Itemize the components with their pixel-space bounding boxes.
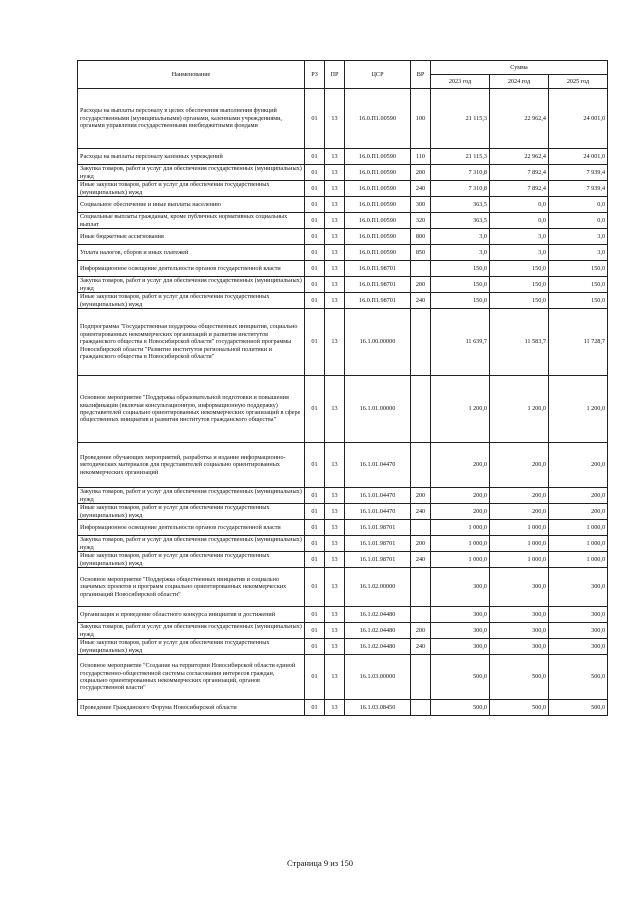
row-rz: 01 (305, 504, 325, 520)
row-vr (411, 568, 431, 607)
row-rz: 01 (305, 552, 325, 568)
page-number: Страница 9 из 150 (286, 858, 354, 868)
row-sum-2023: 21 115,3 (431, 89, 490, 149)
row-sum-2024: 3,0 (490, 229, 549, 245)
row-sum-2024: 300,0 (490, 607, 549, 623)
row-name: Уплата налогов, сборов и иных платежей (78, 245, 305, 261)
row-csr: 16.0.П1.00590 (345, 181, 411, 197)
table-row (78, 89, 608, 149)
row-csr: 16.1.01.98701 (345, 552, 411, 568)
row-sum-2023: 363,5 (431, 197, 490, 213)
row-vr: 850 (411, 245, 431, 261)
row-sum-2025: 500,0 (549, 700, 608, 716)
row-sum-2025: 150,0 (549, 293, 608, 309)
row-rz: 01 (305, 623, 325, 639)
row-sum-2025: 200,0 (549, 504, 608, 520)
row-pr: 13 (325, 165, 345, 181)
row-vr: 240 (411, 293, 431, 309)
row-sum-2025: 300,0 (549, 607, 608, 623)
table-row (78, 261, 608, 277)
row-vr: 200 (411, 277, 431, 293)
row-sum-2025: 3,0 (549, 245, 608, 261)
table-row (78, 165, 608, 181)
budget-table (77, 60, 608, 716)
row-sum-2023: 1 000,0 (431, 552, 490, 568)
row-csr: 16.1.02.04480 (345, 623, 411, 639)
row-sum-2024: 150,0 (490, 277, 549, 293)
row-sum-2024: 150,0 (490, 293, 549, 309)
row-vr: 240 (411, 181, 431, 197)
row-rz: 01 (305, 165, 325, 181)
row-sum-2023: 11 639,7 (431, 309, 490, 376)
row-sum-2025: 7 939,4 (549, 181, 608, 197)
row-name: Расходы на выплаты персоналу в целях обеспечения выполнения функций государственными (муниципальными) органами, казенными учреждениями, органами управления государственными внебюджетными фондами (78, 89, 305, 149)
row-sum-2025: 1 000,0 (549, 552, 608, 568)
table-row (78, 504, 608, 520)
row-pr: 13 (325, 197, 345, 213)
row-vr: 200 (411, 536, 431, 552)
row-csr: 16.0.П1.98701 (345, 293, 411, 309)
row-vr: 240 (411, 552, 431, 568)
table-row (78, 197, 608, 213)
row-sum-2025: 300,0 (549, 623, 608, 639)
row-sum-2023: 1 200,0 (431, 376, 490, 443)
table-row (78, 376, 608, 443)
table-row (78, 655, 608, 700)
row-sum-2025: 200,0 (549, 488, 608, 504)
row-vr (411, 376, 431, 443)
row-name: Основное мероприятие "Создание на территории Новосибирской области единой государственно-общественной системы согласования интересов граждан, социально ориентированных некоммерческих организаций, органов государственной власти" (78, 655, 305, 700)
row-sum-2025: 0,0 (549, 213, 608, 229)
row-sum-2023: 150,0 (431, 293, 490, 309)
row-sum-2025: 300,0 (549, 639, 608, 655)
row-sum-2023: 500,0 (431, 700, 490, 716)
row-name: Основное мероприятие "Поддержка общественных инициатив и социально значимых проектов и программ социально ориентированных некоммерческих организаций Новосибирской области" (78, 568, 305, 607)
row-sum-2025: 200,0 (549, 443, 608, 488)
table-row (78, 607, 608, 623)
row-vr (411, 261, 431, 277)
row-rz: 01 (305, 197, 325, 213)
row-csr: 16.1.03.08450 (345, 700, 411, 716)
row-sum-2024: 0,0 (490, 213, 549, 229)
row-csr: 16.0.П1.00590 (345, 229, 411, 245)
row-name: Закупка товаров, работ и услуг для обеспечения государственных (муниципальных) нужд (78, 488, 305, 504)
row-pr: 13 (325, 277, 345, 293)
table-row (78, 488, 608, 504)
row-sum-2023: 200,0 (431, 443, 490, 488)
header-rz: РЗ (305, 61, 325, 89)
row-sum-2023: 1 000,0 (431, 536, 490, 552)
row-pr: 13 (325, 552, 345, 568)
row-name: Закупка товаров, работ и услуг для обеспечения государственных (муниципальных) нужд (78, 165, 305, 181)
row-sum-2024: 7 892,4 (490, 181, 549, 197)
row-name: Проведение Гражданского Форума Новосибирской области (78, 700, 305, 716)
table-row (78, 149, 608, 165)
row-sum-2023: 7 310,8 (431, 165, 490, 181)
row-vr (411, 700, 431, 716)
row-pr: 13 (325, 245, 345, 261)
row-sum-2025: 300,0 (549, 568, 608, 607)
row-name: Расходы на выплаты персоналу казенных учреждений (78, 149, 305, 165)
row-sum-2023: 300,0 (431, 623, 490, 639)
row-csr: 16.1.02.00000 (345, 568, 411, 607)
row-pr: 13 (325, 293, 345, 309)
header-csr: ЦСР (345, 61, 411, 89)
header-name: Наименование (78, 61, 305, 89)
row-vr (411, 655, 431, 700)
row-sum-2024: 200,0 (490, 504, 549, 520)
row-sum-2025: 150,0 (549, 261, 608, 277)
row-csr: 16.0.П1.98701 (345, 261, 411, 277)
row-sum-2025: 1 200,0 (549, 376, 608, 443)
row-name: Иные закупки товаров, работ и услуг для обеспечения государственных (муниципальных) нужд (78, 552, 305, 568)
row-sum-2023: 200,0 (431, 504, 490, 520)
row-vr: 300 (411, 197, 431, 213)
row-sum-2025: 1 000,0 (549, 536, 608, 552)
row-pr: 13 (325, 229, 345, 245)
row-csr: 16.1.01.04470 (345, 443, 411, 488)
row-vr: 200 (411, 488, 431, 504)
row-rz: 01 (305, 181, 325, 197)
row-sum-2024: 300,0 (490, 639, 549, 655)
row-sum-2023: 150,0 (431, 261, 490, 277)
table-row (78, 443, 608, 488)
row-sum-2024: 300,0 (490, 568, 549, 607)
table-row (78, 552, 608, 568)
row-pr: 13 (325, 309, 345, 376)
row-rz: 01 (305, 488, 325, 504)
row-sum-2023: 1 000,0 (431, 520, 490, 536)
row-sum-2023: 7 310,8 (431, 181, 490, 197)
row-vr: 240 (411, 639, 431, 655)
row-name: Основное мероприятие "Поддержка образовательной подготовки и повышения квалификации (включая консультационную, информационную поддержку) представителей социально ориентированных некоммерческих организаций в сфере общественных инициатив и развития институтов гражданского общества" (78, 376, 305, 443)
row-sum-2023: 150,0 (431, 277, 490, 293)
row-csr: 16.1.00.00000 (345, 309, 411, 376)
table-row (78, 520, 608, 536)
row-vr: 110 (411, 149, 431, 165)
table-row (78, 568, 608, 607)
table-row (78, 293, 608, 309)
row-rz: 01 (305, 655, 325, 700)
row-sum-2025: 1 000,0 (549, 520, 608, 536)
row-vr: 200 (411, 623, 431, 639)
table-row (78, 536, 608, 552)
row-rz: 01 (305, 213, 325, 229)
row-name: Закупка товаров, работ и услуг для обеспечения государственных (муниципальных) нужд (78, 536, 305, 552)
row-rz: 01 (305, 149, 325, 165)
row-pr: 13 (325, 488, 345, 504)
row-vr: 240 (411, 504, 431, 520)
row-rz: 01 (305, 607, 325, 623)
row-pr: 13 (325, 623, 345, 639)
row-sum-2023: 21 115,3 (431, 149, 490, 165)
table-row (78, 309, 608, 376)
row-sum-2024: 200,0 (490, 488, 549, 504)
row-rz: 01 (305, 293, 325, 309)
row-sum-2023: 300,0 (431, 639, 490, 655)
row-csr: 16.0.П1.98701 (345, 277, 411, 293)
table-row (78, 213, 608, 229)
row-csr: 16.1.02.04480 (345, 607, 411, 623)
row-pr: 13 (325, 536, 345, 552)
table-row (78, 639, 608, 655)
table-row (78, 229, 608, 245)
row-rz: 01 (305, 89, 325, 149)
row-sum-2025: 0,0 (549, 197, 608, 213)
row-name: Иные закупки товаров, работ и услуг для обеспечения государственных (муниципальных) нужд (78, 181, 305, 197)
row-pr: 13 (325, 639, 345, 655)
row-vr: 320 (411, 213, 431, 229)
row-name: Иные закупки товаров, работ и услуг для обеспечения государственных (муниципальных) нужд (78, 504, 305, 520)
row-pr: 13 (325, 504, 345, 520)
row-sum-2025: 24 001,0 (549, 89, 608, 149)
header-sums: Сумма (431, 61, 608, 75)
row-pr: 13 (325, 181, 345, 197)
row-rz: 01 (305, 376, 325, 443)
row-sum-2024: 22 962,4 (490, 149, 549, 165)
row-sum-2025: 24 001,0 (549, 149, 608, 165)
row-csr: 16.0.П1.00590 (345, 213, 411, 229)
row-rz: 01 (305, 277, 325, 293)
row-rz: 01 (305, 700, 325, 716)
header-vr: ВР (411, 61, 431, 89)
row-vr (411, 607, 431, 623)
row-name: Иные закупки товаров, работ и услуг для обеспечения государственных (муниципальных) нужд (78, 293, 305, 309)
row-csr: 16.0.П1.00590 (345, 89, 411, 149)
row-name: Социальное обеспечение и иные выплаты населению (78, 197, 305, 213)
row-sum-2024: 7 892,4 (490, 165, 549, 181)
row-rz: 01 (305, 245, 325, 261)
row-sum-2025: 150,0 (549, 277, 608, 293)
row-sum-2025: 11 728,7 (549, 309, 608, 376)
row-pr: 13 (325, 443, 345, 488)
row-sum-2024: 500,0 (490, 700, 549, 716)
row-pr: 13 (325, 89, 345, 149)
row-sum-2023: 3,0 (431, 229, 490, 245)
row-name: Закупка товаров, работ и услуг для обеспечения государственных (муниципальных) нужд (78, 277, 305, 293)
row-csr: 16.1.01.04470 (345, 504, 411, 520)
row-sum-2023: 363,5 (431, 213, 490, 229)
row-pr: 13 (325, 376, 345, 443)
row-sum-2024: 200,0 (490, 443, 549, 488)
row-vr: 200 (411, 165, 431, 181)
row-pr: 13 (325, 700, 345, 716)
row-sum-2023: 3,0 (431, 245, 490, 261)
row-pr: 13 (325, 568, 345, 607)
row-vr (411, 443, 431, 488)
table-row (78, 623, 608, 639)
row-csr: 16.0.П1.00590 (345, 197, 411, 213)
row-vr (411, 309, 431, 376)
row-csr: 16.1.01.04470 (345, 488, 411, 504)
row-sum-2024: 500,0 (490, 655, 549, 700)
row-sum-2025: 500,0 (549, 655, 608, 700)
row-name: Социальные выплаты гражданам, кроме публичных нормативных социальных выплат (78, 213, 305, 229)
row-sum-2023: 300,0 (431, 568, 490, 607)
table-row (78, 277, 608, 293)
row-name: Иные бюджетные ассигнования (78, 229, 305, 245)
table-row (78, 700, 608, 716)
row-vr: 100 (411, 89, 431, 149)
row-vr (411, 520, 431, 536)
row-sum-2024: 0,0 (490, 197, 549, 213)
header-year-2024: 2024 год (490, 75, 549, 89)
row-pr: 13 (325, 149, 345, 165)
row-sum-2023: 500,0 (431, 655, 490, 700)
row-pr: 13 (325, 520, 345, 536)
row-sum-2023: 300,0 (431, 607, 490, 623)
row-name: Информационное освещение деятельности органов государственной власти (78, 520, 305, 536)
row-rz: 01 (305, 639, 325, 655)
header-year-2023: 2023 год (431, 75, 490, 89)
row-pr: 13 (325, 261, 345, 277)
row-rz: 01 (305, 261, 325, 277)
row-rz: 01 (305, 443, 325, 488)
row-name: Проведение обучающих мероприятий, разработка и издание информационно-методических материалов для представителей социально ориентированных некоммерческих организаций (78, 443, 305, 488)
row-sum-2024: 1 000,0 (490, 536, 549, 552)
row-sum-2024: 3,0 (490, 245, 549, 261)
row-name: Подпрограмма "Государственная поддержка общественных инициатив, социально ориентированных некоммерческих организаций и развития институтов гражданского общества в Новосибирской области" государственной программы Новосибирской области "Развитие институтов региональной политики и гражданского общества в Новосибирской области" (78, 309, 305, 376)
row-csr: 16.0.П1.00590 (345, 149, 411, 165)
table-row (78, 181, 608, 197)
row-sum-2024: 300,0 (490, 623, 549, 639)
row-sum-2025: 7 939,4 (549, 165, 608, 181)
row-csr: 16.1.01.98701 (345, 520, 411, 536)
row-pr: 13 (325, 213, 345, 229)
row-csr: 16.1.03.00000 (345, 655, 411, 700)
row-sum-2024: 11 583,7 (490, 309, 549, 376)
row-sum-2024: 1 000,0 (490, 552, 549, 568)
row-name: Информационное освещение деятельности органов государственной власти (78, 261, 305, 277)
row-csr: 16.1.02.04480 (345, 639, 411, 655)
table-body (78, 89, 608, 716)
row-csr: 16.1.01.98701 (345, 536, 411, 552)
row-sum-2023: 200,0 (431, 488, 490, 504)
row-csr: 16.1.01.00000 (345, 376, 411, 443)
row-pr: 13 (325, 655, 345, 700)
row-sum-2024: 1 200,0 (490, 376, 549, 443)
row-pr: 13 (325, 607, 345, 623)
row-rz: 01 (305, 536, 325, 552)
row-rz: 01 (305, 568, 325, 607)
row-sum-2024: 150,0 (490, 261, 549, 277)
row-sum-2024: 22 962,4 (490, 89, 549, 149)
row-name: Иные закупки товаров, работ и услуг для обеспечения государственных (муниципальных) нужд (78, 639, 305, 655)
row-name: Закупка товаров, работ и услуг для обеспечения государственных (муниципальных) нужд (78, 623, 305, 639)
table-row (78, 245, 608, 261)
row-csr: 16.0.П1.00590 (345, 245, 411, 261)
row-rz: 01 (305, 520, 325, 536)
row-rz: 01 (305, 309, 325, 376)
row-sum-2024: 1 000,0 (490, 520, 549, 536)
header-year-2025: 2025 год (549, 75, 608, 89)
row-csr: 16.0.П1.00590 (345, 165, 411, 181)
row-vr: 800 (411, 229, 431, 245)
row-name: Организация и проведение областного конкурса инициатив и достижений (78, 607, 305, 623)
header-pr: ПР (325, 61, 345, 89)
row-rz: 01 (305, 229, 325, 245)
row-sum-2025: 3,0 (549, 229, 608, 245)
